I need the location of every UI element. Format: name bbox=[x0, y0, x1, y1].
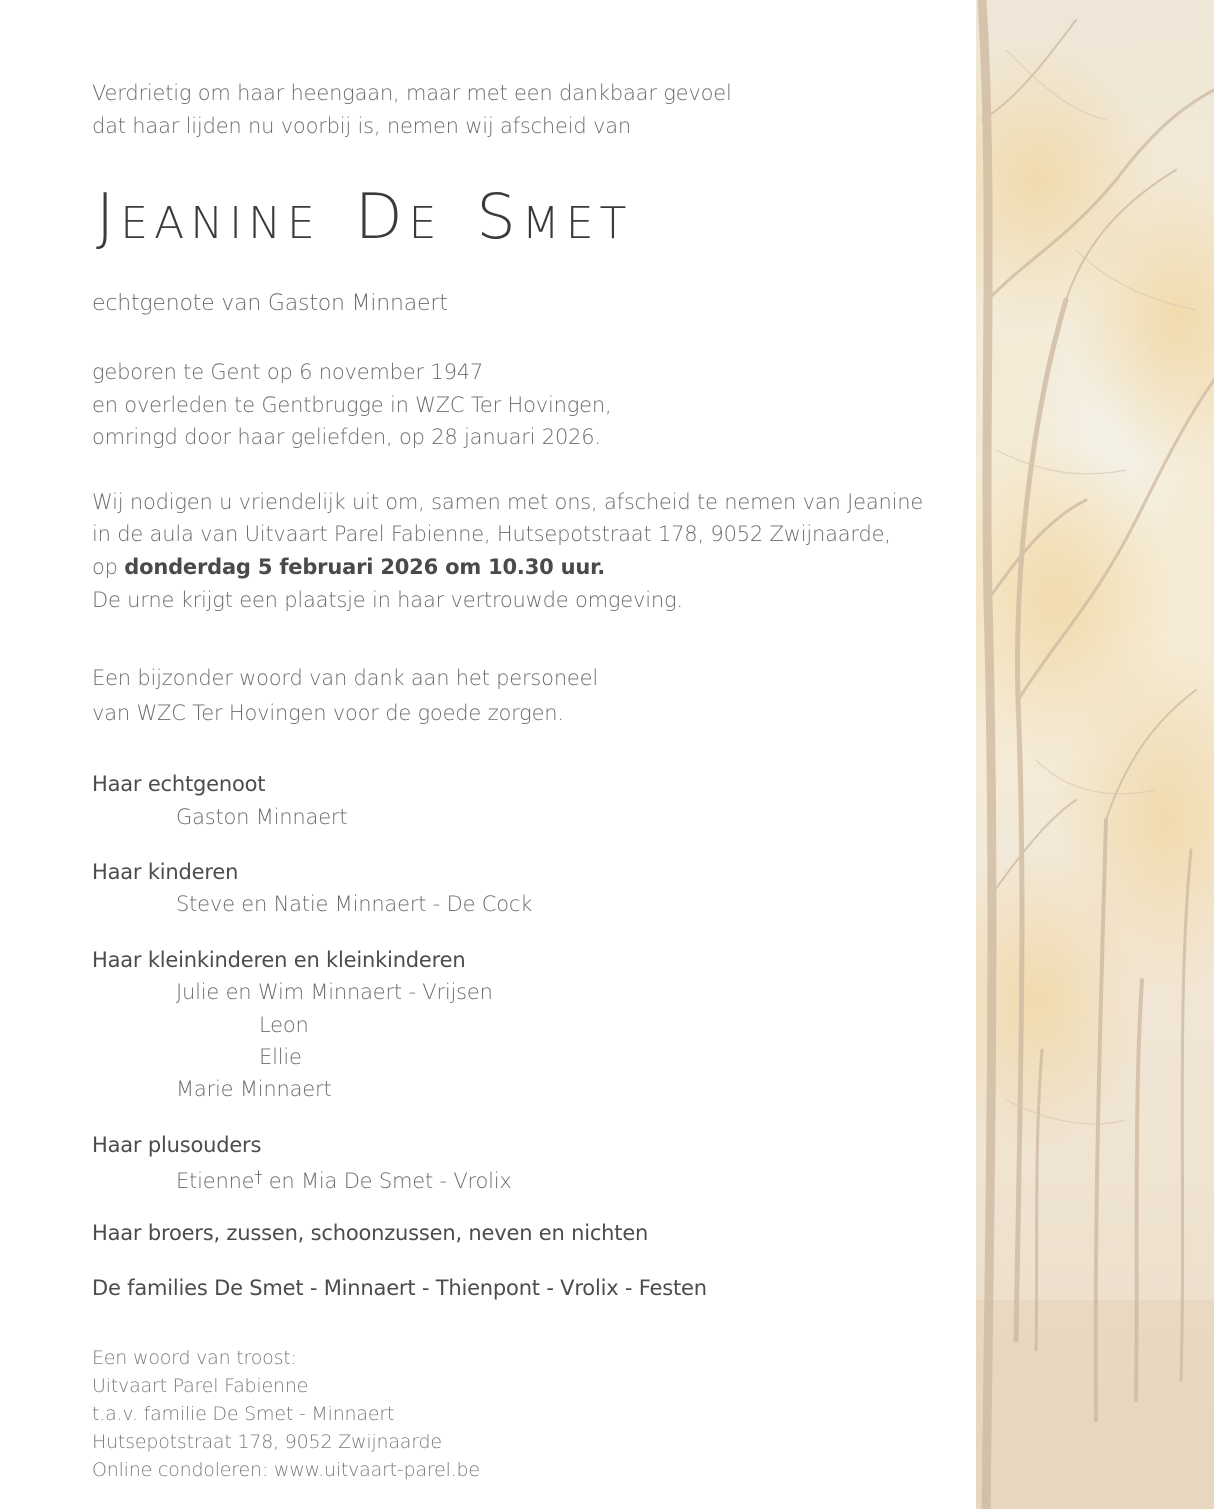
great-grandchild-2: Ellie bbox=[259, 1045, 302, 1069]
children-heading: Haar kinderen bbox=[92, 860, 239, 884]
spouse-heading: Haar echtgenoot bbox=[92, 772, 266, 796]
spouse-name: Gaston Minnaert bbox=[176, 805, 348, 829]
name-first-rest: EANINE bbox=[120, 198, 321, 249]
plus-parents-names bbox=[176, 1163, 512, 1195]
thanks-line-1: Een bijzonder woord van dank aan het personeel bbox=[92, 666, 598, 690]
spouse-line: echtgenote van Gaston Minnaert bbox=[92, 291, 448, 316]
contact-line-2: Uitvaart Parel Fabienne bbox=[92, 1375, 309, 1397]
contact-line-3: t.a.v. familie De Smet - Minnaert bbox=[92, 1403, 395, 1425]
families-line: De families De Smet - Minnaert - Thienpont - Vrolix - Festen bbox=[92, 1276, 707, 1300]
name-first-initial: J bbox=[96, 180, 121, 253]
cross-icon: † bbox=[254, 1167, 263, 1186]
invitation-line-3 bbox=[92, 553, 605, 581]
invitation-prefix: op bbox=[92, 555, 118, 579]
intro-line-2: dat haar lijden nu voorbij is, nemen wij afscheid van bbox=[92, 114, 631, 138]
siblings-line: Haar broers, zussen, schoonzussen, neven en nichten bbox=[92, 1221, 649, 1245]
thanks-line-2: van WZC Ter Hovingen voor de goede zorgen. bbox=[92, 701, 564, 725]
ceremony-datetime: donderdag 5 februari 2026 om 10.30 uur. bbox=[124, 555, 606, 579]
intro-line-1: Verdrietig om haar heengaan, maar met een dankbaar gevoel bbox=[92, 81, 732, 105]
plus-parents-heading: Haar plusouders bbox=[92, 1133, 262, 1157]
autumn-trees-image bbox=[976, 0, 1214, 1509]
birth-line: geboren te Gent op 6 november 1947 bbox=[92, 360, 484, 384]
name-last-initial: S bbox=[476, 180, 522, 253]
death-date-line: omringd door haar geliefden, op 28 januari 2026. bbox=[92, 425, 601, 449]
plus-parent-1: Etienne bbox=[176, 1169, 255, 1193]
death-line: en overleden te Gentbrugge in WZC Ter Hovingen, bbox=[92, 393, 612, 417]
great-grandchild-1: Leon bbox=[259, 1013, 309, 1037]
grandchildren-heading: Haar kleinkinderen en kleinkinderen bbox=[92, 948, 466, 972]
name-last-rest: MET bbox=[521, 198, 633, 249]
name-middle-initial: D bbox=[354, 180, 409, 253]
contact-line-4: Hutsepotstraat 178, 9052 Zwijnaarde bbox=[92, 1431, 442, 1453]
contact-line-1: Een woord van troost: bbox=[92, 1347, 297, 1369]
children-names: Steve en Natie Minnaert - De Cock bbox=[176, 892, 533, 916]
invitation-line-1: Wij nodigen u vriendelijk uit om, samen met ons, afscheid te nemen van Jeanine bbox=[92, 490, 924, 514]
plus-parent-rest: en Mia De Smet - Vrolix bbox=[262, 1169, 512, 1193]
deceased-name bbox=[96, 180, 632, 253]
grandchild-2: Marie Minnaert bbox=[176, 1077, 332, 1101]
autumn-trees-illustration bbox=[976, 0, 1214, 1509]
grandchild-1: Julie en Wim Minnaert - Vrijsen bbox=[176, 980, 493, 1004]
contact-website: Online condoleren: www.uitvaart-parel.be bbox=[92, 1459, 480, 1481]
invitation-line-4: De urne krijgt een plaatsje in haar vertrouwde omgeving. bbox=[92, 588, 683, 612]
invitation-line-2: in de aula van Uitvaart Parel Fabienne, Hutsepotstraat 178, 9052 Zwijnaarde, bbox=[92, 522, 891, 546]
name-middle-rest: E bbox=[408, 198, 443, 249]
